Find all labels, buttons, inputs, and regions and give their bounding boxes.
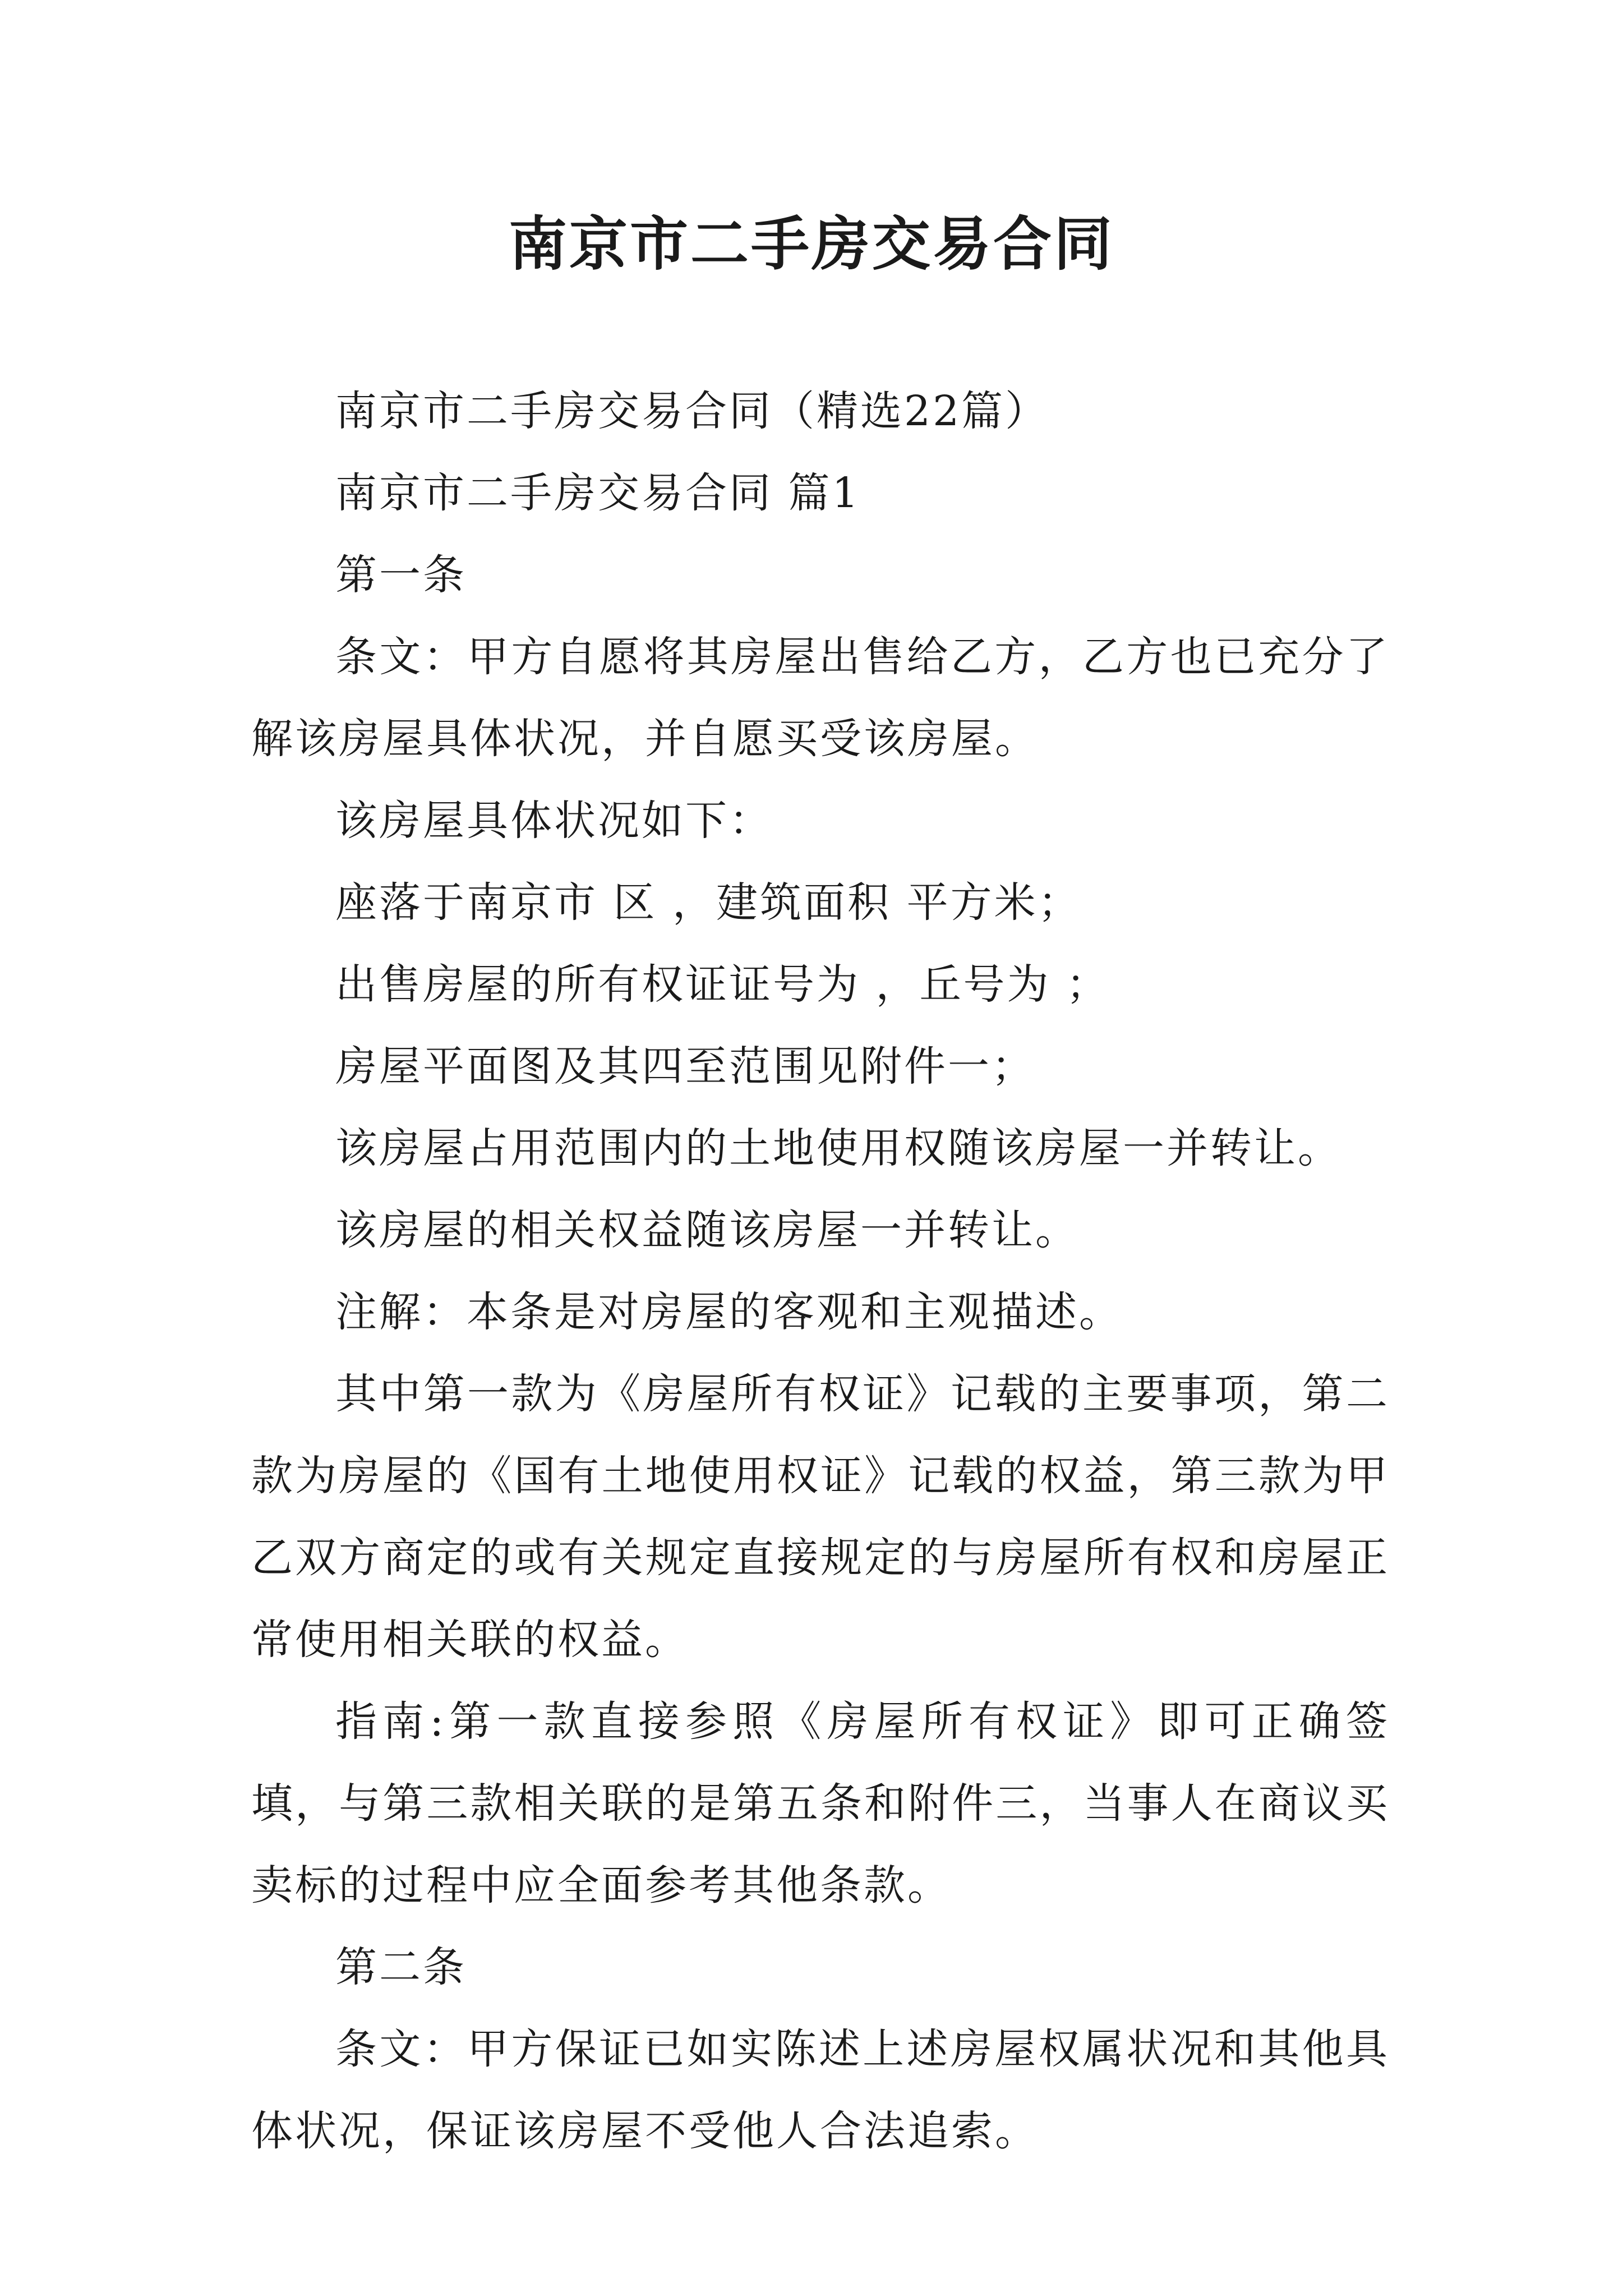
paragraph-article-1-heading: 第一条: [335, 551, 467, 599]
paragraph-guide: 指南:第一款直接参照《房屋所有权证》即可正确签填，与第三款相关联的是第五条和附件三，当事人在商议买卖标的过程中应全面参考其他条款。: [251, 1697, 1390, 1910]
document-title: 南京市二手房交易合同: [508, 209, 1114, 278]
paragraph-floor-plan: 房屋平面图及其四至范围见附件一；: [335, 1042, 1035, 1091]
paragraph-annotation-detail: 其中第一款为《房屋所有权证》记载的主要事项，第二款为房屋的《国有土地使用权证》记载的权益，第三款为甲乙双方商定的或有关规定直接规定的与房屋所有权和房屋正常使用相关联的权益。: [251, 1370, 1390, 1664]
paragraph-house-status: 该房屋具体状况如下：: [335, 797, 773, 845]
paragraph-subtitle: 南京市二手房交易合同（精选22篇）: [335, 387, 1049, 435]
paragraph-land-use: 该房屋占用范围内的土地使用权随该房屋一并转让。: [335, 1124, 1341, 1172]
paragraph-location: 座落于南京市 区 ，建筑面积 平方米；: [335, 878, 1082, 927]
paragraph-article-2-heading: 第二条: [335, 1943, 467, 1991]
paragraph-article-2-text: 条文：甲方保证已如实陈述上述房屋权属状况和其他具体状况，保证该房屋不受他人合法追索。: [251, 2025, 1390, 2155]
paragraph-rights: 该房屋的相关权益随该房屋一并转让。: [335, 1206, 1079, 1254]
paragraph-certificate: 出售房屋的所有权证证号为 ，丘号为 ；: [335, 960, 1110, 1009]
paragraph-section-heading: 南京市二手房交易合同 篇1: [335, 469, 861, 517]
paragraph-annotation: 注解：本条是对房屋的客观和主观描述。: [335, 1288, 1123, 1336]
paragraph-article-1-text: 条文：甲方自愿将其房屋出售给乙方，乙方也已充分了解该房屋具体状况，并自愿买受该房屋。: [251, 633, 1390, 763]
document-body: [251, 370, 1390, 2172]
